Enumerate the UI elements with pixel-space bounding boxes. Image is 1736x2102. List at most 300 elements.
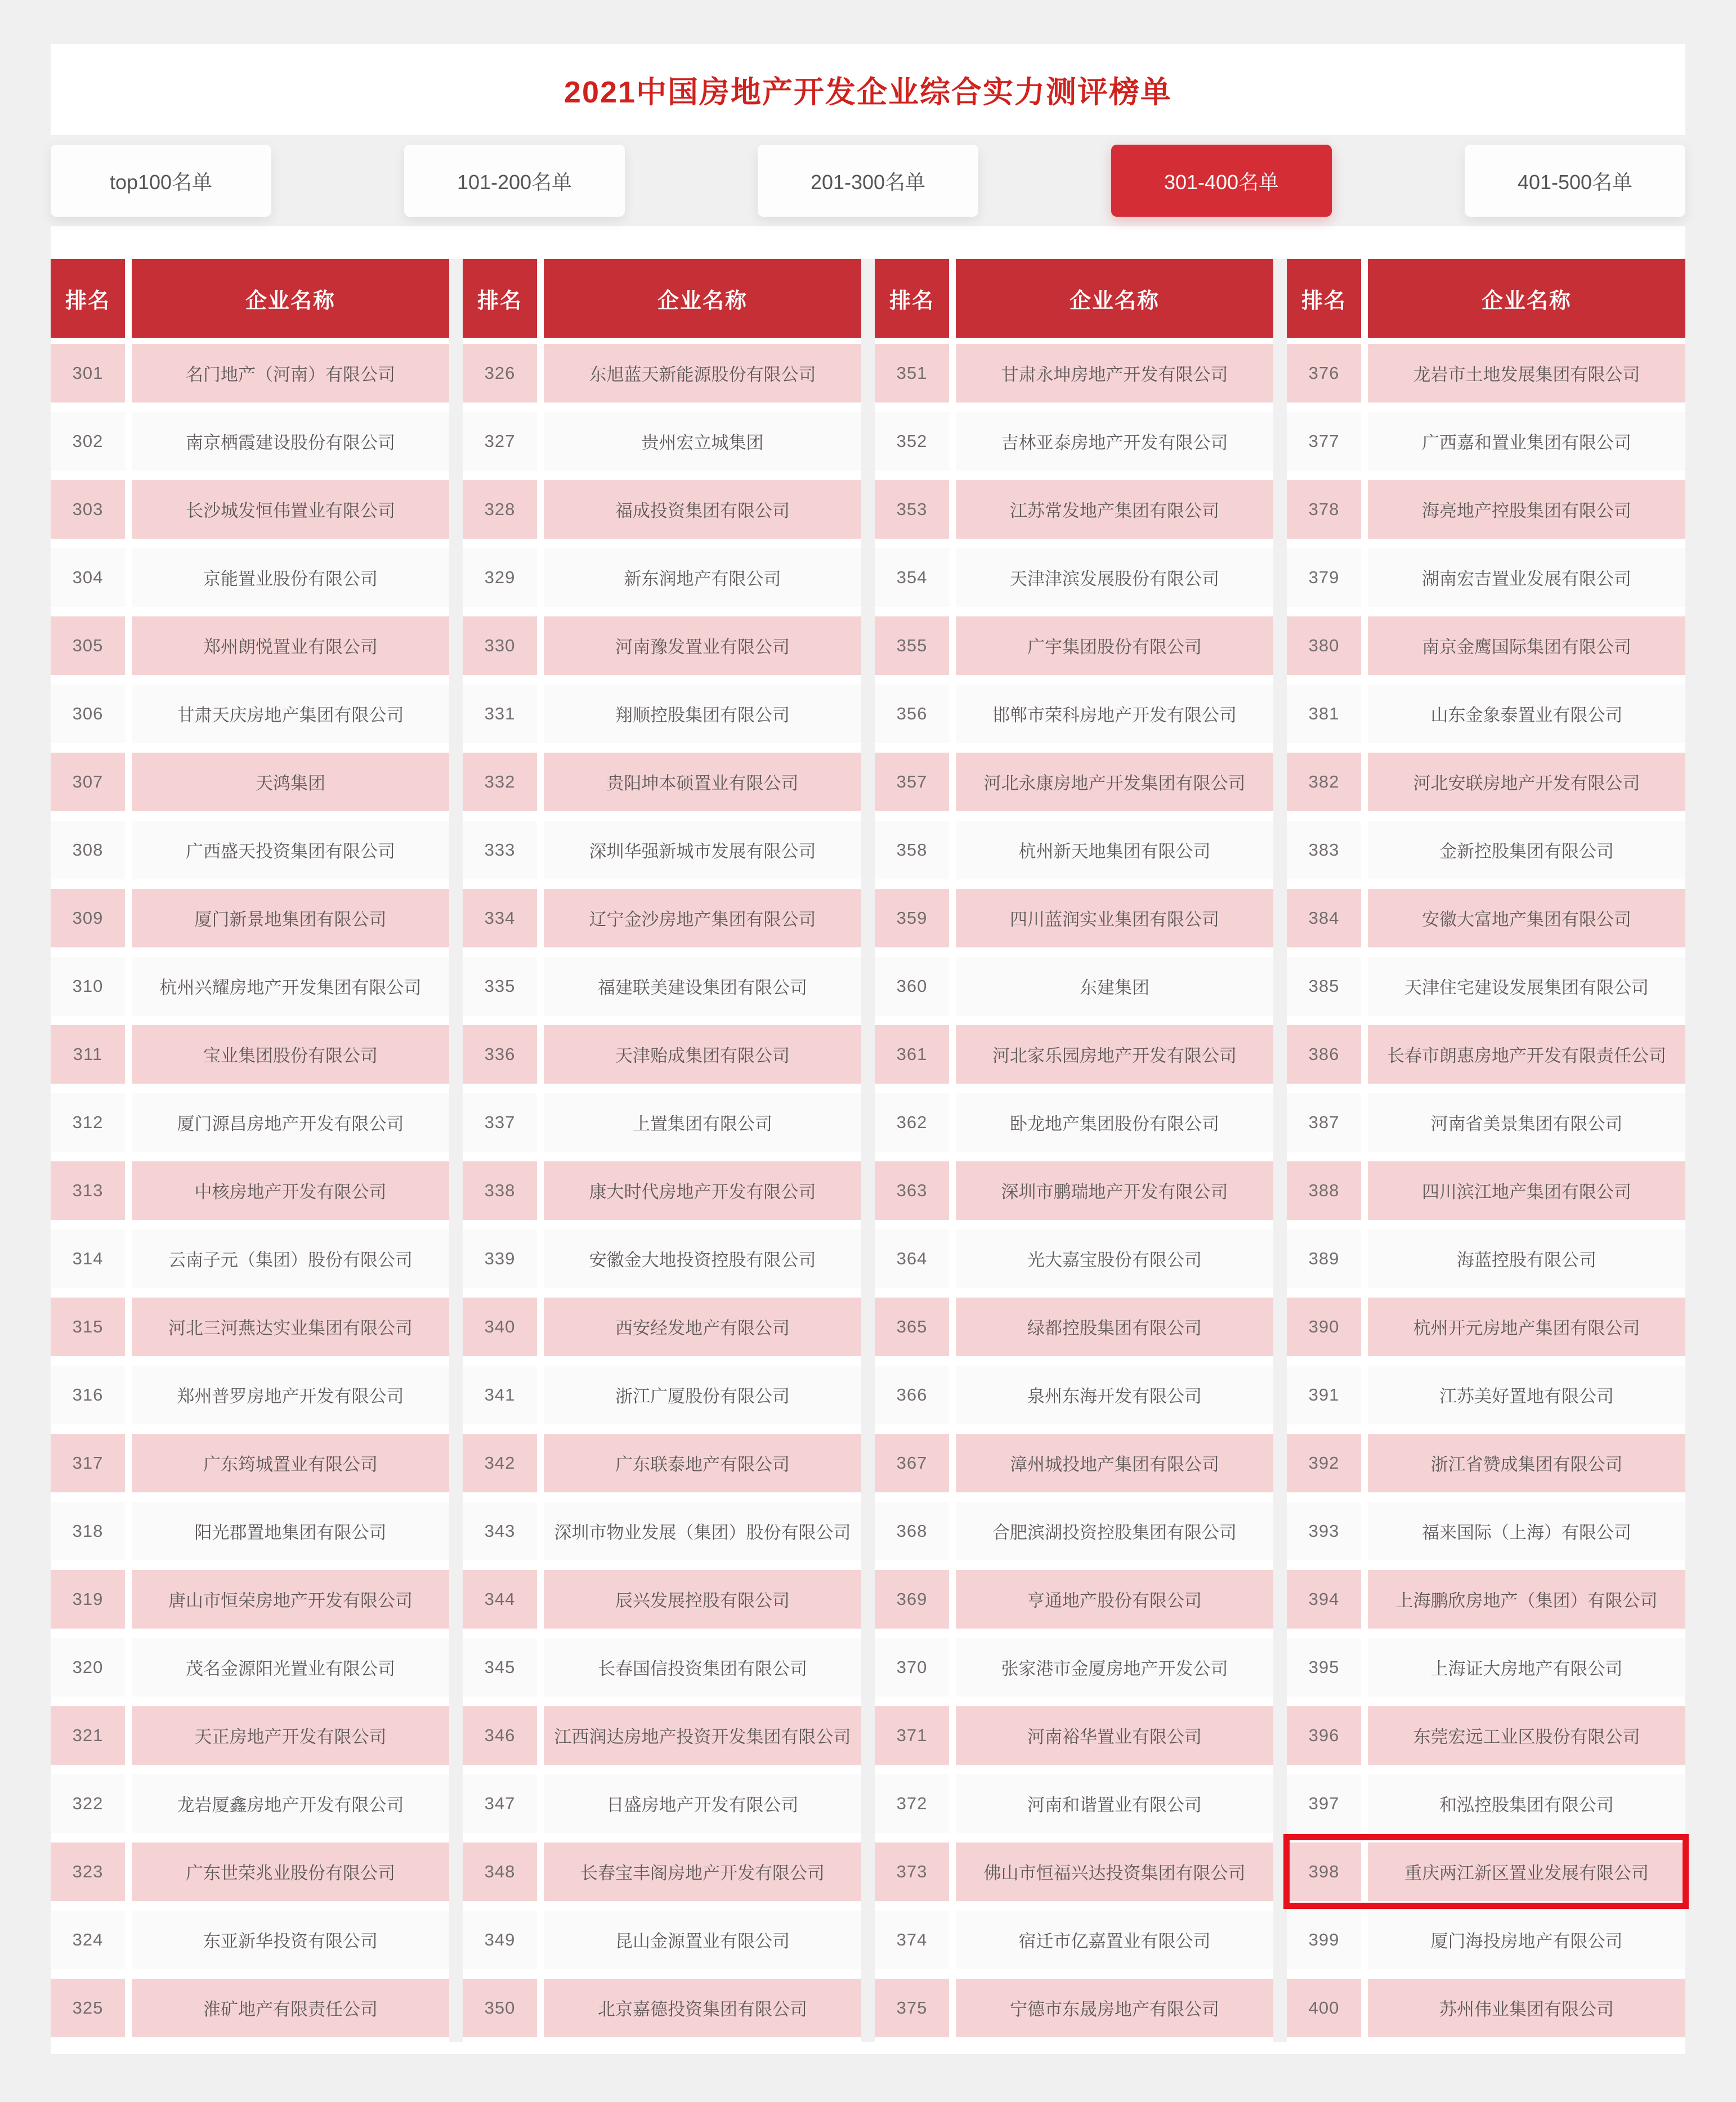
rank-cell: 327 [463,412,537,471]
column-group-1 [51,259,449,2042]
table-row[interactable] [1287,1088,1685,1156]
company-name-cell: 东亚新华投资有限公司 [132,1911,449,1969]
company-name-cell: 天津贻成集团有限公司 [544,1025,861,1084]
table-row[interactable] [51,1701,449,1769]
rank-cell: 329 [463,548,537,607]
table-row[interactable] [875,1020,1273,1088]
table-row[interactable] [875,1429,1273,1497]
company-name-cell: 贵阳坤本硕置业有限公司 [544,753,861,811]
table-row[interactable] [51,679,449,748]
company-name-cell: 海亮地产控股集团有限公司 [1368,480,1685,539]
table-row[interactable] [875,952,1273,1020]
table-row[interactable] [1287,1361,1685,1429]
column-group-3 [875,259,1273,2042]
table-row[interactable] [875,611,1273,679]
table-row[interactable] [1287,339,1685,407]
table-row[interactable] [1287,884,1685,952]
company-name-cell: 龙岩厦鑫房地产开发有限公司 [132,1774,449,1833]
rank-cell: 311 [51,1025,125,1084]
table-row[interactable] [875,1769,1273,1837]
table-row[interactable] [51,884,449,952]
company-name-cell: 北京嘉德投资集团有限公司 [544,1979,861,2037]
rank-cell: 399 [1287,1911,1361,1969]
company-name-cell: 郑州朗悦置业有限公司 [132,616,449,675]
company-name-cell: 阳光郡置地集团有限公司 [132,1502,449,1560]
table-row[interactable] [1287,748,1685,816]
company-name-cell: 京能置业股份有限公司 [132,548,449,607]
rank-cell: 357 [875,753,949,811]
rank-cell: 361 [875,1025,949,1084]
table-row[interactable] [1287,1974,1685,2042]
table-row[interactable] [51,543,449,611]
company-name-cell: 河南和谐置业有限公司 [956,1774,1273,1833]
company-name-cell: 张家港市金厦房地产开发公司 [956,1638,1273,1697]
rank-cell: 336 [463,1025,537,1084]
company-name-cell: 厦门源昌房地产开发有限公司 [132,1093,449,1152]
rank-cell: 384 [1287,889,1361,947]
table-row[interactable] [463,1974,861,2042]
table-row[interactable] [51,1088,449,1156]
company-name-cell: 南京栖霞建设股份有限公司 [132,412,449,471]
table-row[interactable] [463,1906,861,1974]
table-row[interactable] [51,339,449,407]
page-title: 2021中国房地产开发企业综合实力测评榜单 [563,75,1173,109]
company-name-cell: 湖南宏吉置业发展有限公司 [1368,548,1685,607]
table-row[interactable] [1287,1701,1685,1769]
tab-401-500名单[interactable]: 401-500名单 [1465,145,1685,217]
table-row[interactable] [463,816,861,884]
rank-cell: 305 [51,616,125,675]
company-name-cell: 深圳市物业发展（集团）股份有限公司 [544,1502,861,1560]
table-row[interactable] [875,475,1273,543]
table-row[interactable] [875,1224,1273,1292]
rank-cell: 373 [875,1842,949,1901]
rank-cell: 394 [1287,1570,1361,1629]
rank-cell: 356 [875,685,949,743]
rank-cell: 374 [875,1911,949,1969]
title-band [51,44,1685,135]
rank-cell: 316 [51,1366,125,1424]
company-name-cell: 上置集团有限公司 [544,1093,861,1152]
table-row[interactable] [51,1429,449,1497]
rank-cell: 379 [1287,548,1361,607]
company-name-cell: 浙江广厦股份有限公司 [544,1366,861,1424]
rank-cell: 350 [463,1979,537,2037]
table-row[interactable] [1287,611,1685,679]
company-name-cell: 深圳市鹏瑞地产开发有限公司 [956,1161,1273,1220]
company-name-cell: 浙江省赞成集团有限公司 [1368,1434,1685,1492]
header-name-cell: 企业名称 [956,259,1273,338]
rank-cell: 331 [463,685,537,743]
tab-101-200名单[interactable]: 101-200名单 [404,145,625,217]
table-row[interactable] [875,1837,1273,1906]
rank-cell: 314 [51,1229,125,1288]
rank-cell: 321 [51,1706,125,1765]
rank-cell: 368 [875,1502,949,1560]
tab-201-300名单[interactable]: 201-300名单 [758,145,978,217]
rank-cell: 375 [875,1979,949,2037]
rank-cell: 378 [1287,480,1361,539]
table-row[interactable] [51,816,449,884]
table-row[interactable] [1287,1429,1685,1497]
company-name-cell: 漳州城投地产集团有限公司 [956,1434,1273,1492]
table-row[interactable] [51,1497,449,1565]
table-row[interactable] [463,1292,861,1361]
company-name-cell: 长春市朗惠房地产开发有限责任公司 [1368,1025,1685,1084]
company-name-cell: 中核房地产开发有限公司 [132,1161,449,1220]
company-name-cell: 长春宝丰阁房地产开发有限公司 [544,1842,861,1901]
table-row[interactable] [875,1633,1273,1701]
company-name-cell: 安徽大富地产集团有限公司 [1368,889,1685,947]
table-row[interactable] [1287,1769,1685,1837]
rank-cell: 334 [463,889,537,947]
table-row[interactable] [463,1361,861,1429]
company-name-cell: 广西嘉和置业集团有限公司 [1368,412,1685,471]
company-name-cell: 上海鹏欣房地产（集团）有限公司 [1368,1570,1685,1629]
rank-cell: 389 [1287,1229,1361,1288]
table-row[interactable] [463,1088,861,1156]
company-name-cell: 重庆两江新区置业发展有限公司 [1368,1842,1685,1901]
rank-cell: 382 [1287,753,1361,811]
rank-cell: 308 [51,821,125,879]
table-row[interactable] [875,679,1273,748]
table-row[interactable] [1287,475,1685,543]
ranking-table [51,226,1685,2054]
company-name-cell: 辰兴发展控股有限公司 [544,1570,861,1629]
table-header-row [875,259,1273,338]
company-name-cell: 江苏常发地产集团有限公司 [956,480,1273,539]
rank-cell: 301 [51,344,125,402]
rank-cell: 352 [875,412,949,471]
table-row[interactable] [463,679,861,748]
company-name-cell: 宿迁市亿嘉置业有限公司 [956,1911,1273,1969]
table-row[interactable] [1287,1565,1685,1633]
company-name-cell: 南京金鹰国际集团有限公司 [1368,616,1685,675]
rank-cell: 377 [1287,412,1361,471]
company-name-cell: 茂名金源阳光置业有限公司 [132,1638,449,1697]
company-name-cell: 长沙城发恒伟置业有限公司 [132,480,449,539]
rank-cell: 339 [463,1229,537,1288]
rank-cell: 380 [1287,616,1361,675]
table-row[interactable] [463,1837,861,1906]
rank-cell: 370 [875,1638,949,1697]
table-row[interactable] [875,1906,1273,1974]
table-row[interactable] [875,748,1273,816]
table-row[interactable] [463,1769,861,1837]
company-name-cell: 甘肃天庆房地产集团有限公司 [132,685,449,743]
table-row[interactable] [875,816,1273,884]
company-name-cell: 东建集团 [956,957,1273,1016]
table-row[interactable] [1287,543,1685,611]
table-row[interactable] [1287,1633,1685,1701]
company-name-cell: 上海证大房地产有限公司 [1368,1638,1685,1697]
rank-cell: 341 [463,1366,537,1424]
rank-cell: 343 [463,1502,537,1560]
table-header-row [463,259,861,338]
rank-cell: 322 [51,1774,125,1833]
company-name-cell: 贵州宏立城集团 [544,412,861,471]
table-row[interactable] [1287,1292,1685,1361]
rank-cell: 340 [463,1298,537,1356]
table-row[interactable] [463,952,861,1020]
table-row[interactable] [1287,1224,1685,1292]
table-row[interactable] [463,407,861,475]
rank-cell: 366 [875,1366,949,1424]
company-name-cell: 长春国信投资集团有限公司 [544,1638,861,1697]
company-name-cell: 江西润达房地产投资开发集团有限公司 [544,1706,861,1765]
header-name-cell: 企业名称 [132,259,449,338]
table-row[interactable] [51,611,449,679]
company-name-cell: 郑州普罗房地产开发有限公司 [132,1366,449,1424]
column-group-4 [1287,259,1685,2042]
company-name-cell: 苏州伟业集团有限公司 [1368,1979,1685,2037]
company-name-cell: 卧龙地产集团股份有限公司 [956,1093,1273,1152]
company-name-cell: 名门地产（河南）有限公司 [132,344,449,402]
company-name-cell: 金新控股集团有限公司 [1368,821,1685,879]
table-row[interactable] [51,1974,449,2042]
rank-cell: 330 [463,616,537,675]
table-row[interactable] [51,1565,449,1633]
rank-cell: 387 [1287,1093,1361,1152]
tab-301-400名单-active[interactable]: 301-400名单 [1111,145,1332,217]
rank-cell: 351 [875,344,949,402]
company-name-cell: 广东世荣兆业股份有限公司 [132,1842,449,1901]
rank-cell: 391 [1287,1366,1361,1424]
rank-cell: 390 [1287,1298,1361,1356]
company-name-cell: 河南裕华置业有限公司 [956,1706,1273,1765]
table-row[interactable] [875,1156,1273,1224]
header-rank-cell: 排名 [1287,259,1361,338]
table-row[interactable] [875,543,1273,611]
table-row[interactable] [1287,1156,1685,1224]
table-row[interactable] [463,1020,861,1088]
table-header-row [51,259,449,338]
table-row[interactable] [463,611,861,679]
rank-cell: 360 [875,957,949,1016]
rank-cell: 364 [875,1229,949,1288]
rank-cell: 320 [51,1638,125,1697]
table-row[interactable] [51,407,449,475]
table-row[interactable] [463,1224,861,1292]
table-row[interactable] [875,407,1273,475]
rank-cell: 325 [51,1979,125,2037]
company-name-cell: 天津津滨发展股份有限公司 [956,548,1273,607]
rank-cell: 355 [875,616,949,675]
rank-cell: 306 [51,685,125,743]
company-name-cell: 广东联泰地产有限公司 [544,1434,861,1492]
table-row[interactable] [463,1633,861,1701]
tab-top100名单[interactable]: top100名单 [51,145,271,217]
table-row[interactable] [51,1020,449,1088]
company-name-cell: 深圳华强新城市发展有限公司 [544,821,861,879]
rank-cell: 371 [875,1706,949,1765]
rank-cell: 342 [463,1434,537,1492]
table-row[interactable] [463,543,861,611]
company-name-cell: 山东金象泰置业有限公司 [1368,685,1685,743]
table-row[interactable] [1287,1020,1685,1088]
rank-cell: 312 [51,1093,125,1152]
table-row[interactable] [463,748,861,816]
table-row[interactable] [51,1224,449,1292]
header-name-cell: 企业名称 [544,259,861,338]
table-row[interactable] [463,1429,861,1497]
rank-cell: 353 [875,480,949,539]
table-row[interactable] [463,884,861,952]
company-name-cell: 河北三河燕达实业集团有限公司 [132,1298,449,1356]
company-name-cell: 四川蓝润实业集团有限公司 [956,889,1273,947]
table-row[interactable] [51,748,449,816]
company-name-cell: 亨通地产股份有限公司 [956,1570,1273,1629]
table-row[interactable] [1287,1497,1685,1565]
company-name-cell: 和泓控股集团有限公司 [1368,1774,1685,1833]
company-name-cell: 天鸿集团 [132,753,449,811]
rank-cell: 313 [51,1161,125,1220]
table-row[interactable] [875,1088,1273,1156]
table-row[interactable] [1287,1906,1685,1974]
rank-cell: 358 [875,821,949,879]
rank-cell: 383 [1287,821,1361,879]
company-name-cell: 翔顺控股集团有限公司 [544,685,861,743]
column-group-2 [463,259,861,2042]
table-row[interactable] [1287,816,1685,884]
rank-cell: 310 [51,957,125,1016]
rank-cell: 347 [463,1774,537,1833]
company-name-cell: 河北家乐园房地产开发有限公司 [956,1025,1273,1084]
table-header-row [1287,259,1685,338]
table-row[interactable] [875,1361,1273,1429]
rank-cell: 315 [51,1298,125,1356]
header-rank-cell: 排名 [51,259,125,338]
rank-cell: 367 [875,1434,949,1492]
table-row[interactable] [463,339,861,407]
company-name-cell: 新东润地产有限公司 [544,548,861,607]
rank-cell: 349 [463,1911,537,1969]
company-name-cell: 龙岩市土地发展集团有限公司 [1368,344,1685,402]
table-row[interactable] [51,1769,449,1837]
table-row[interactable] [875,1497,1273,1565]
rank-cell: 304 [51,548,125,607]
rank-cell: 326 [463,344,537,402]
company-name-cell: 宝业集团股份有限公司 [132,1025,449,1084]
table-row[interactable] [463,1497,861,1565]
company-name-cell: 四川滨江地产集团有限公司 [1368,1161,1685,1220]
rank-cell: 365 [875,1298,949,1356]
table-row[interactable] [875,339,1273,407]
table-row[interactable] [1287,952,1685,1020]
table-row[interactable] [51,1633,449,1701]
table-column-groups [51,259,1685,2042]
rank-cell: 346 [463,1706,537,1765]
company-name-cell: 云南子元（集团）股份有限公司 [132,1229,449,1288]
company-name-cell: 昆山金源置业有限公司 [544,1911,861,1969]
rank-cell: 307 [51,753,125,811]
table-row[interactable] [463,475,861,543]
rank-cell: 309 [51,889,125,947]
company-name-cell: 泉州东海开发有限公司 [956,1366,1273,1424]
rank-cell: 369 [875,1570,949,1629]
rank-cell: 332 [463,753,537,811]
header-rank-cell: 排名 [463,259,537,338]
rank-cell: 372 [875,1774,949,1833]
rank-cell: 362 [875,1093,949,1152]
company-name-cell: 东旭蓝天新能源股份有限公司 [544,344,861,402]
rank-cell: 302 [51,412,125,471]
company-name-cell: 天正房地产开发有限公司 [132,1706,449,1765]
company-name-cell: 江苏美好置地有限公司 [1368,1366,1685,1424]
company-name-cell: 杭州开元房地产集团有限公司 [1368,1298,1685,1356]
rank-cell: 328 [463,480,537,539]
company-name-cell: 唐山市恒荣房地产开发有限公司 [132,1570,449,1629]
table-row[interactable] [51,1292,449,1361]
company-name-cell: 宁德市东晟房地产有限公司 [956,1979,1273,2037]
rank-cell: 345 [463,1638,537,1697]
table-row[interactable] [51,1361,449,1429]
table-row[interactable] [463,1565,861,1633]
company-name-cell: 河北永康房地产开发集团有限公司 [956,753,1273,811]
table-row-highlighted[interactable] [1287,1837,1685,1906]
company-name-cell: 海蓝控股有限公司 [1368,1229,1685,1288]
company-name-cell: 广西盛天投资集团有限公司 [132,821,449,879]
table-row[interactable] [1287,407,1685,475]
company-name-cell: 康大时代房地产开发有限公司 [544,1161,861,1220]
rank-cell: 386 [1287,1025,1361,1084]
rank-cell: 335 [463,957,537,1016]
company-name-cell: 邯郸市荣科房地产开发有限公司 [956,685,1273,743]
company-name-cell: 天津住宅建设发展集团有限公司 [1368,957,1685,1016]
rank-cell: 396 [1287,1706,1361,1765]
company-name-cell: 合肥滨湖投资控股集团有限公司 [956,1502,1273,1560]
table-row[interactable] [51,1837,449,1906]
table-row[interactable] [463,1156,861,1224]
tabs [51,135,1685,226]
company-name-cell: 厦门新景地集团有限公司 [132,889,449,947]
company-name-cell: 淮矿地产有限责任公司 [132,1979,449,2037]
table-row[interactable] [875,884,1273,952]
table-row[interactable] [463,1701,861,1769]
table-row[interactable] [875,1565,1273,1633]
rank-cell: 318 [51,1502,125,1560]
rank-cell: 398 [1287,1842,1361,1901]
table-row[interactable] [51,475,449,543]
company-name-cell: 广东筠城置业有限公司 [132,1434,449,1492]
rank-cell: 338 [463,1161,537,1220]
company-name-cell: 广宇集团股份有限公司 [956,616,1273,675]
rank-cell: 395 [1287,1638,1361,1697]
company-name-cell: 河南豫发置业有限公司 [544,616,861,675]
company-name-cell: 西安经发地产有限公司 [544,1298,861,1356]
rank-cell: 333 [463,821,537,879]
rank-cell: 385 [1287,957,1361,1016]
table-row[interactable] [875,1292,1273,1361]
table-row[interactable] [51,952,449,1020]
company-name-cell: 吉林亚泰房地产开发有限公司 [956,412,1273,471]
table-row[interactable] [875,1701,1273,1769]
table-row[interactable] [51,1906,449,1974]
company-name-cell: 福成投资集团有限公司 [544,480,861,539]
company-name-cell: 光大嘉宝股份有限公司 [956,1229,1273,1288]
company-name-cell: 辽宁金沙房地产集团有限公司 [544,889,861,947]
table-row[interactable] [875,1974,1273,2042]
table-row[interactable] [51,1156,449,1224]
company-name-cell: 佛山市恒福兴达投资集团有限公司 [956,1842,1273,1901]
rank-cell: 303 [51,480,125,539]
rank-cell: 319 [51,1570,125,1629]
rank-cell: 359 [875,889,949,947]
company-name-cell: 河北安联房地产开发有限公司 [1368,753,1685,811]
table-row[interactable] [1287,679,1685,748]
company-name-cell: 河南省美景集团有限公司 [1368,1093,1685,1152]
ranking-card [51,44,1685,2054]
